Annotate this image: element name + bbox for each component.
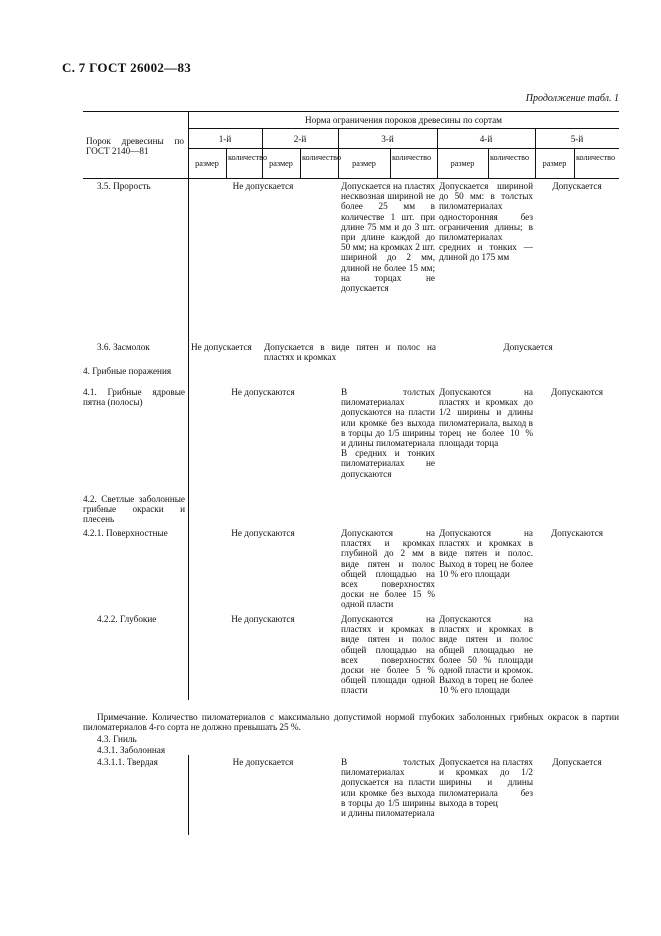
row-4-3-1-1-grade-4: Допускается на пластях и кромках до 1/2 ширины и длины пиломатериала без выхода в торец xyxy=(439,757,533,808)
grade-5-header: 5-й xyxy=(570,134,584,144)
qty-subheader: количество xyxy=(302,153,342,162)
header-divider xyxy=(188,128,619,129)
row-3-6-grade-1: Не допускается xyxy=(191,342,252,352)
grade-4-header: 4-й xyxy=(479,134,493,144)
row-3-6-name: 3.6. Засмолок xyxy=(97,342,150,352)
header-bottom-rule xyxy=(83,178,619,179)
row-4-1-name: 4.1. Грибные ядровые пятна (полосы) xyxy=(83,387,185,408)
row-4-name: 4. Грибные поражения xyxy=(83,366,172,376)
row-4-1-grade-4: Допускаются на пластях и кромках до 1/2 ширины и длины пиломатериала, выход в торец не более 10 % площади торца xyxy=(439,387,533,449)
header-divider xyxy=(300,148,301,178)
row-3-5-grade-5: Допускается xyxy=(552,181,602,191)
table-note: Примечание. Количество пиломатериалов с максимально допустимой нормой глубоких заболонных грибных окрасок в партии пиломатериалов 4-го сорта не должно превышать 25 %. xyxy=(83,712,619,733)
header-divider xyxy=(188,148,619,149)
row-4-2-1-name: 4.2.1. Поверхностные xyxy=(83,528,168,538)
qty-subheader: количество xyxy=(490,153,530,162)
grade-1-header: 1-й xyxy=(218,134,232,144)
size-subheader: размер xyxy=(352,159,376,168)
qty-subheader: количество xyxy=(576,153,616,162)
row-3-5-grades-1-2: Не допускается xyxy=(232,181,294,191)
size-subheader: размер xyxy=(269,159,293,168)
row-4-1-grades-1-2: Не допускаются xyxy=(231,387,295,397)
column-divider xyxy=(188,178,189,340)
row-4-2-2-name: 4.2.2. Глубокие xyxy=(97,614,157,624)
row-4-3-1-1-grade-3: В толстых пиломатериалах допускается на пласти или кромке без выхода в торцы до 1/5 ширины и длины пиломатериала xyxy=(341,757,435,819)
row-3-5-grade-4: Допускается шириной до 50 мм: в толстых пиломатериалах односторонняя без ограничения длины; в пиломатериалах средних и тонких — длиной до 175 мм xyxy=(439,181,533,263)
row-4-1-grade-3: В толстых пиломатериалах допускаются на пласти или кромке без выхода в торцы до 1/5 ширины и длины пиломатериала В средних и тонких пиломатериалах не допускаются xyxy=(341,387,435,479)
row-3-5-name: 3.5. Прорость xyxy=(97,181,151,191)
row-4-2-1-grade-3: Допускаются на пластях и кромках глубиной до 2 мм в виде пятен и полос общей площадью на всех поверхностях доски не более 15 % одной пласти xyxy=(341,528,435,610)
row-4-1-grade-5: Допускаются xyxy=(550,387,604,397)
row-4-3-1-name: 4.3.1. Заболонная xyxy=(97,745,166,755)
row-4-2-name: 4.2. Светлые заболонные грибные окраски и плесень xyxy=(83,494,185,525)
row-4-2-1-grade-4: Допускаются на пластях и кромках в виде пятен и полос. Выход в торец не более 10 % его площади xyxy=(439,528,533,579)
grade-3-header: 3-й xyxy=(381,134,394,144)
header-divider xyxy=(226,148,227,178)
row-4-3-name: 4.3. Гниль xyxy=(97,734,137,744)
row-4-3-1-1-grades-1-2: Не допускается xyxy=(232,757,294,767)
table-continuation-label: Продолжение табл. 1 xyxy=(525,93,619,104)
row-4-2-2-grade-4: Допускаются на пластях и кромках в виде пятен и полос общей площадью не более 50 % площади одной пласти и кромок. Выход в торец не более 10 % его площади xyxy=(439,614,533,696)
row-3-5-grade-3: Допускается на пластях несквозная шириной не более 25 мм в количестве 1 шт. при длине 75 мм и до 3 шт. при длине каждой до 50 мм; на кромках 2 шт. шириной до 2 мм, длиной не более 15 мм; на торцах не допускается xyxy=(341,181,435,294)
row-4-2-2-grade-3: Допускаются на пластях и кромках в виде пятен и полос общей площадью на всех поверхностях доски не более 5 % общей площади одной пласти xyxy=(341,614,435,696)
row-4-3-1-1-grade-5: Допускается xyxy=(552,757,602,767)
size-subheader: размер xyxy=(195,159,219,168)
header-divider xyxy=(390,148,391,178)
header-divider xyxy=(574,148,575,178)
grade-2-header: 2-й xyxy=(293,134,307,144)
row-4-2-2-grades-1-2: Не допускаются xyxy=(231,614,295,624)
row-4-3-1-1-name: 4.3.1.1. Твердая xyxy=(97,757,158,767)
qty-subheader: количество xyxy=(228,153,268,162)
size-subheader: размер xyxy=(450,159,475,168)
norm-header: Норма ограничения пороков древесины по сортам xyxy=(305,115,502,125)
row-4-2-1-grade-5: Допускаются xyxy=(550,528,604,538)
size-subheader: размер xyxy=(542,159,567,168)
qty-subheader: количество xyxy=(392,153,432,162)
row-4-2-1-grades-1-2: Не допускаются xyxy=(231,528,295,538)
page-header: С. 7 ГОСТ 26002—83 xyxy=(62,60,192,75)
header-divider xyxy=(488,148,489,178)
row-3-6-grades-2-3: Допускается в виде пятен и полос на пластях и кромках xyxy=(264,342,436,363)
defect-column-header: Порок древесины по ГОСТ 2140—81 xyxy=(86,136,184,157)
table-top-rule xyxy=(83,111,619,112)
row-3-6-grades-4-5: Допускается xyxy=(503,342,553,352)
